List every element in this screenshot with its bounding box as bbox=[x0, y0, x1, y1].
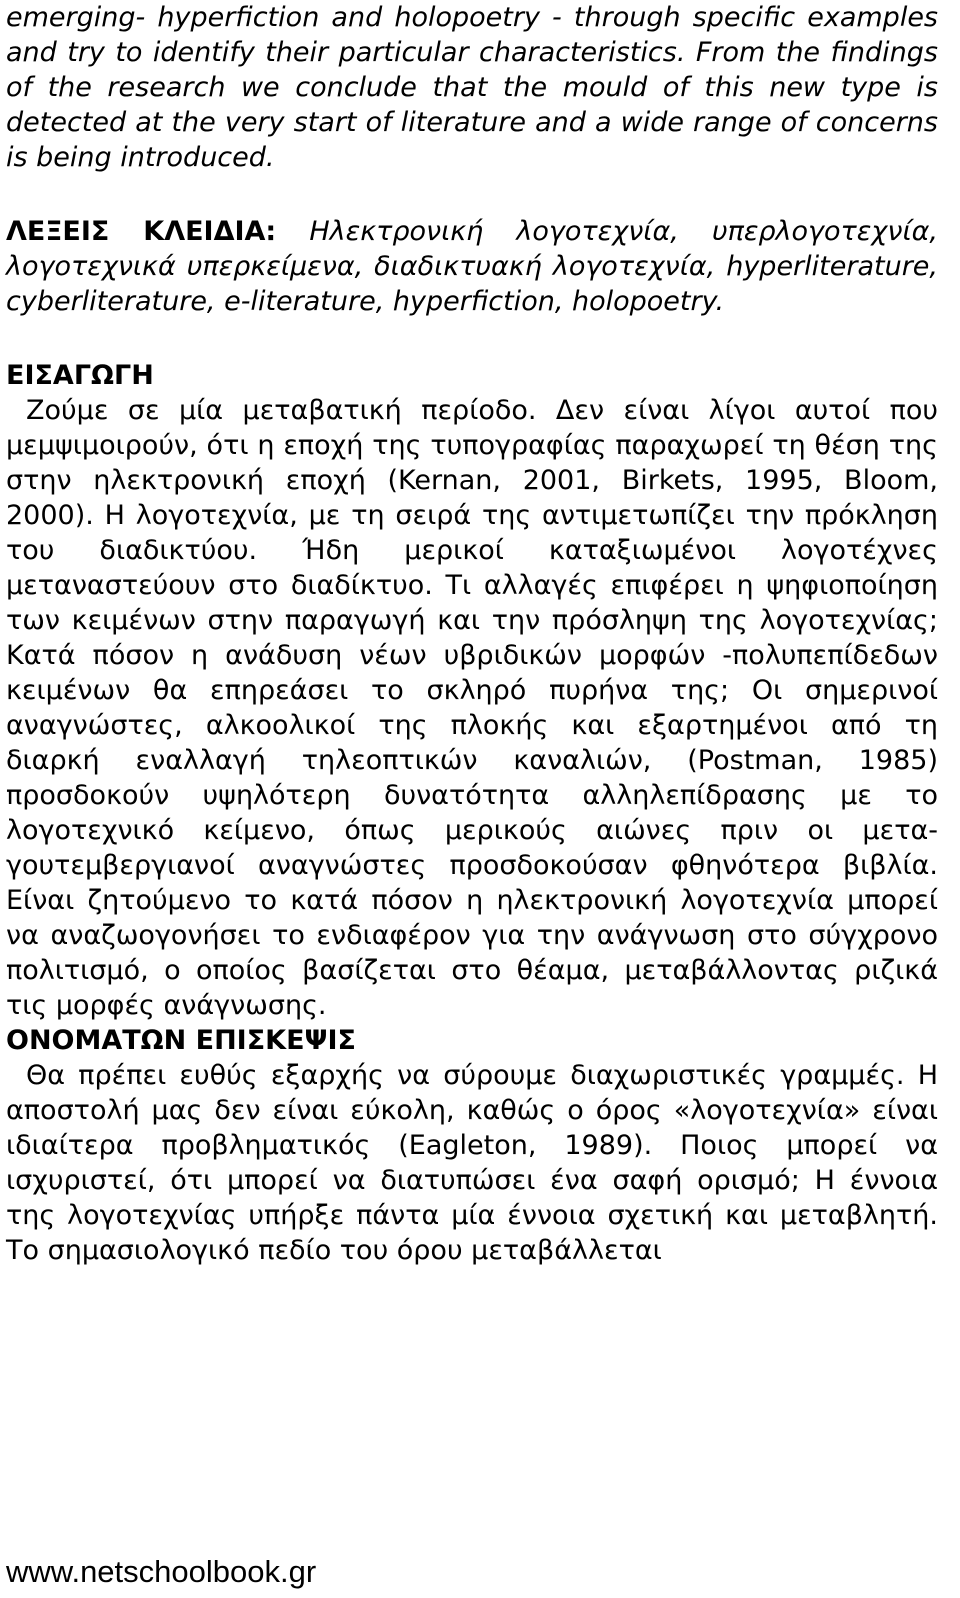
document-page bbox=[6, 0, 938, 1268]
introduction-heading: ΕΙΣΑΓΩΓΗ bbox=[6, 360, 154, 391]
keywords-list: Ηλεκτρονική λογοτεχνία, υπερλογοτεχνία, λογοτεχνικά υπερκείμενα, διαδικτυακή λογοτεχνία, hyperliterature, cyberliterature, e-literature, hyperfiction, holopoetry. bbox=[6, 216, 938, 317]
abstract-text: emerging- hyperfiction and holopoetry - through specific examples and try to identify their particular characteristics. From the findings of the research we conclude that the mould of this new type is detected at the very start of literature and a wide range of concerns is being introduced. bbox=[6, 2, 938, 173]
section-heading: ΟΝΟΜΑΤΩΝ ΕΠΙΣΚΕΨΙΣ bbox=[6, 1025, 356, 1056]
footer-url: www.netschoolbook.gr bbox=[6, 1554, 317, 1589]
section-paragraph: Θα πρέπει ευθύς εξαρχής να σύρουμε διαχωριστικές γραμμές. Η αποστολή μας δεν είναι εύκολη, καθώς ο όρος «λογοτεχνία» είναι ιδιαίτερα προβληματικός (Eagleton, 1989). Ποιος μπορεί να ισχυριστεί, ότι μπορεί να διατυπώσει ένα σαφή ορισμό; Η έννοια της λογοτεχνίας υπήρξε πάντα μία έννοια σχετική και μεταβλητή. Το σημασιολογικό πεδίο του όρου μεταβάλλεται bbox=[6, 1060, 938, 1266]
keywords-label: ΛΕΞΕΙΣ ΚΛΕΙΔΙΑ: bbox=[6, 216, 277, 247]
keywords-paragraph bbox=[6, 214, 938, 319]
introduction-paragraph: Ζούμε σε μία μεταβατική περίοδο. Δεν είναι λίγοι αυτοί που μεμψιμοιρούν, ότι η εποχή της τυπογραφίας παραχωρεί τη θέση της στην ηλεκτρονική εποχή (Kernan, 2001, Birkets, 1995, Bloom, 2000). Η λογοτεχνία, με τη σειρά της αντιμετωπίζει την πρόκληση του διαδικτύου. Ήδη μερικοί καταξιωμένοι λογοτέχνες μεταναστεύουν στο διαδίκτυο. Τι αλλαγές επιφέρει η ψηφιοποίηση των κειμένων στην παραγωγή και την πρόσληψη της λογοτεχνίας; Κατά πόσον η ανάδυση νέων υβριδικών μορφών -πολυπεπίδεδων κειμένων θα επηρεάσει το σκληρό πυρήνα της; Οι σημερινοί αναγνώστες, αλκοολικοί της πλοκής και εξαρτημένοι από τη διαρκή εναλλαγή τηλεοπτικών καναλιών, (Postman, 1985) προσδοκούν υψηλότερη δυνατότητα αλληλεπίδρασης με το λογοτεχνικό κείμενο, όπως μερικούς αιώνες πριν οι μετα-γουτεμβεργιανοί αναγνώστες προσδοκούσαν φθηνότερα βιβλία. Είναι ζητούμενο το κατά πόσον η ηλεκτρονική λογοτεχνία μπορεί να αναζωογονήσει το ενδιαφέρον για την ανάγνωση στο σύγχρονο πολιτισμό, ο οποίος βασίζεται στο θέαμα, μεταβάλλοντας ριζικά τις μορφές ανάγνωσης. bbox=[6, 395, 938, 1021]
